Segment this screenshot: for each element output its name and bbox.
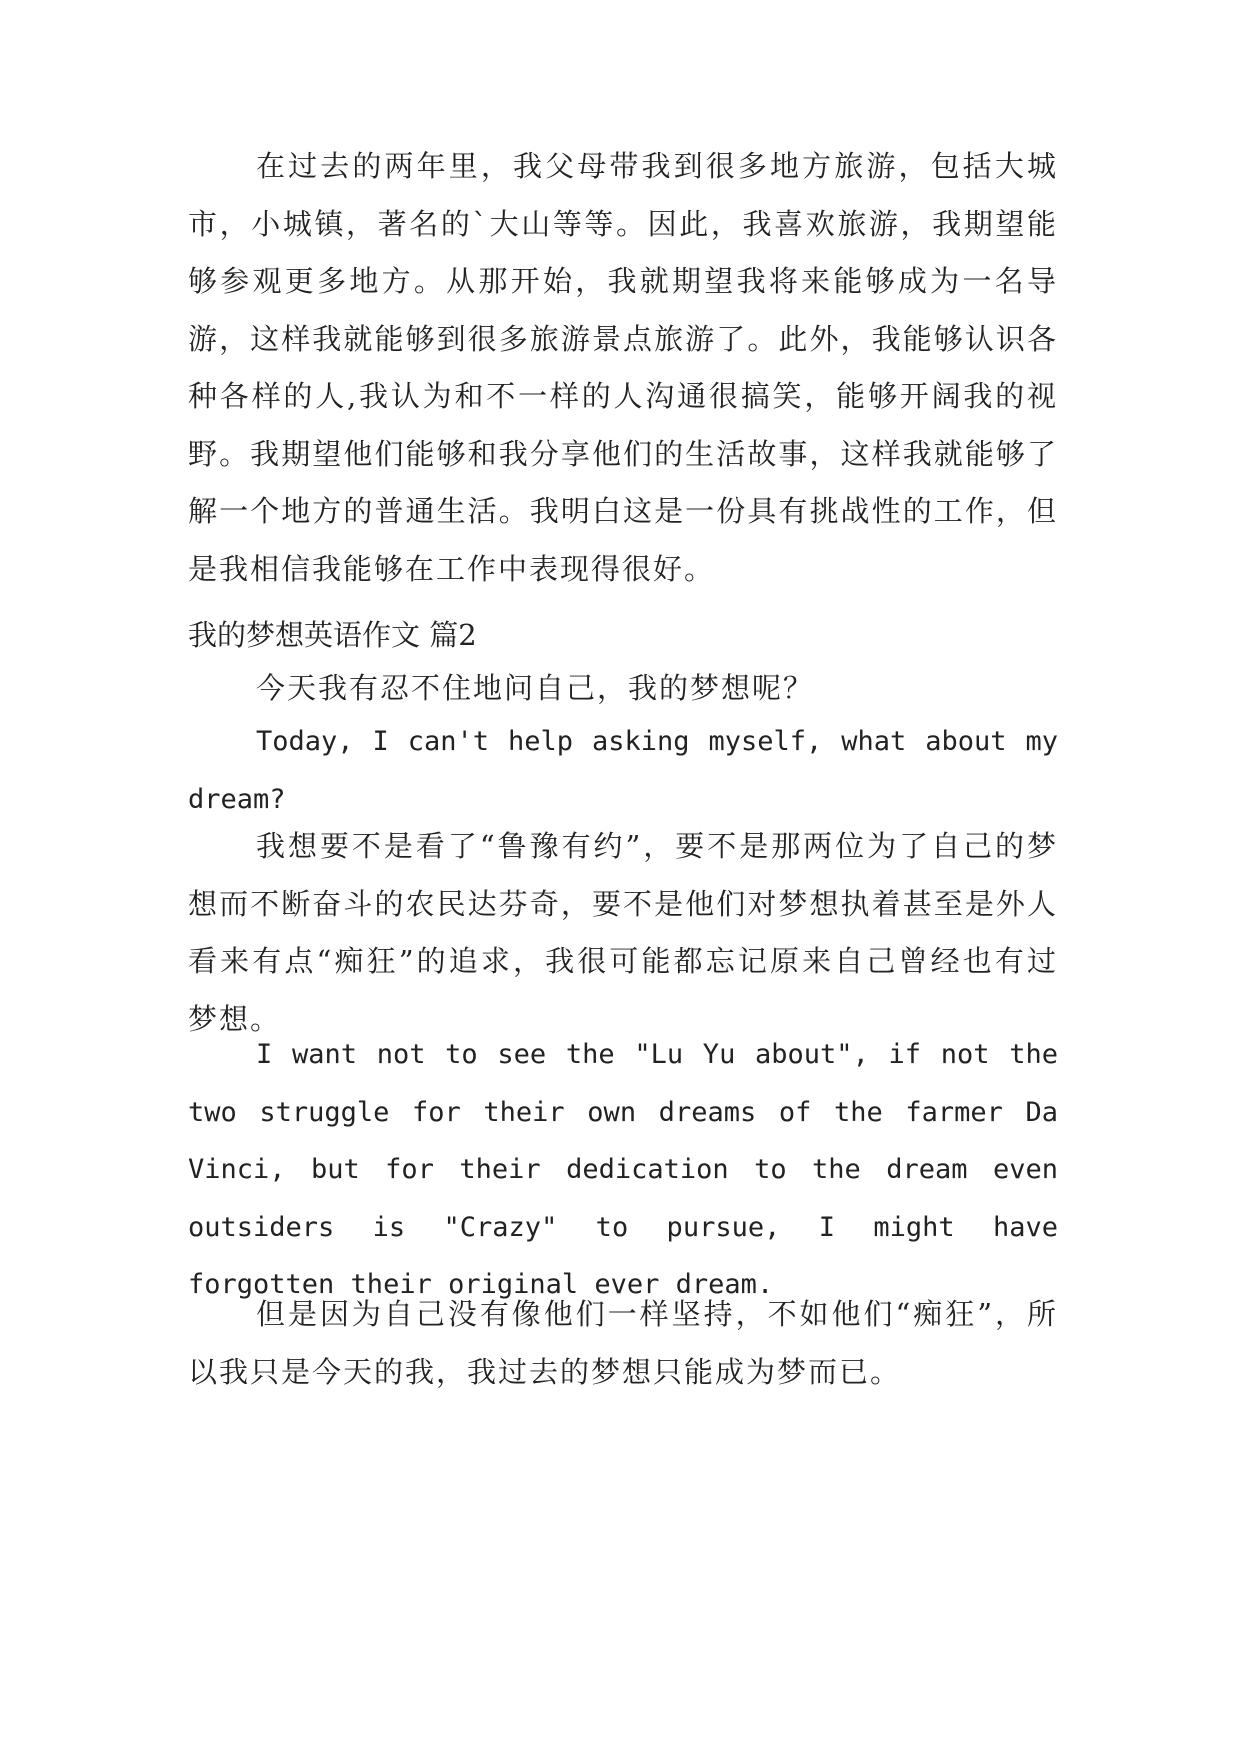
heading-text: 我的梦想英语作文 篇2	[188, 618, 477, 652]
paragraph-text: 我想要不是看了“鲁豫有约”，要不是那两位为了自己的梦想而不断奋斗的农民达芬奇，要不是他们对梦想执着甚至是外人看来有点“痴狂”的追求，我很可能都忘记原来自己曾经也有过梦想。	[188, 829, 1058, 1036]
paragraph-text: 今天我有忍不住地问自己，我的梦想呢？	[256, 671, 815, 705]
paragraph-question-zh	[188, 660, 1058, 718]
paragraph-luyu-en	[188, 1026, 1058, 1314]
paragraph-text: 在过去的两年里，我父母带我到很多地方旅游，包括大城市，小城镇，著名的`大山等等。因此，我喜欢旅游，我期望能够参观更多地方。从那开始，我就期望我将来能够成为一名导游，这样我就能够到很多旅游景点旅游了。此外，我能够认识各种各样的人,我认为和不一样的人沟通很搞笑，能够开阔我的视野。我期望他们能够和我分享他们的生活故事，这样我就能够了解一个地方的普通生活。我明白这是一份具有挑战性的工作，但是我相信我能够在工作中表现得很好。	[188, 149, 1058, 586]
paragraph-travel	[188, 138, 1058, 598]
paragraph-conclusion	[188, 1286, 1058, 1401]
paragraph-luyu-zh	[188, 818, 1058, 1048]
paragraph-text: Today, I can't help asking myself, what about my dream?	[188, 726, 1058, 815]
section-heading	[188, 607, 1058, 664]
paragraph-text: 但是因为自己没有像他们一样坚持，不如他们“痴狂”，所以我只是今天的我，我过去的梦想只能成为梦而已。	[188, 1297, 1058, 1389]
paragraph-question-en	[188, 713, 1058, 828]
paragraph-text: I want not to see the "Lu Yu about", if not the two struggle for their own dreams of the farmer Da Vinci, but for their dedication to the dream even outsiders is "Crazy" to pursue, I might have forgotten their original ever dream.	[188, 1039, 1058, 1300]
